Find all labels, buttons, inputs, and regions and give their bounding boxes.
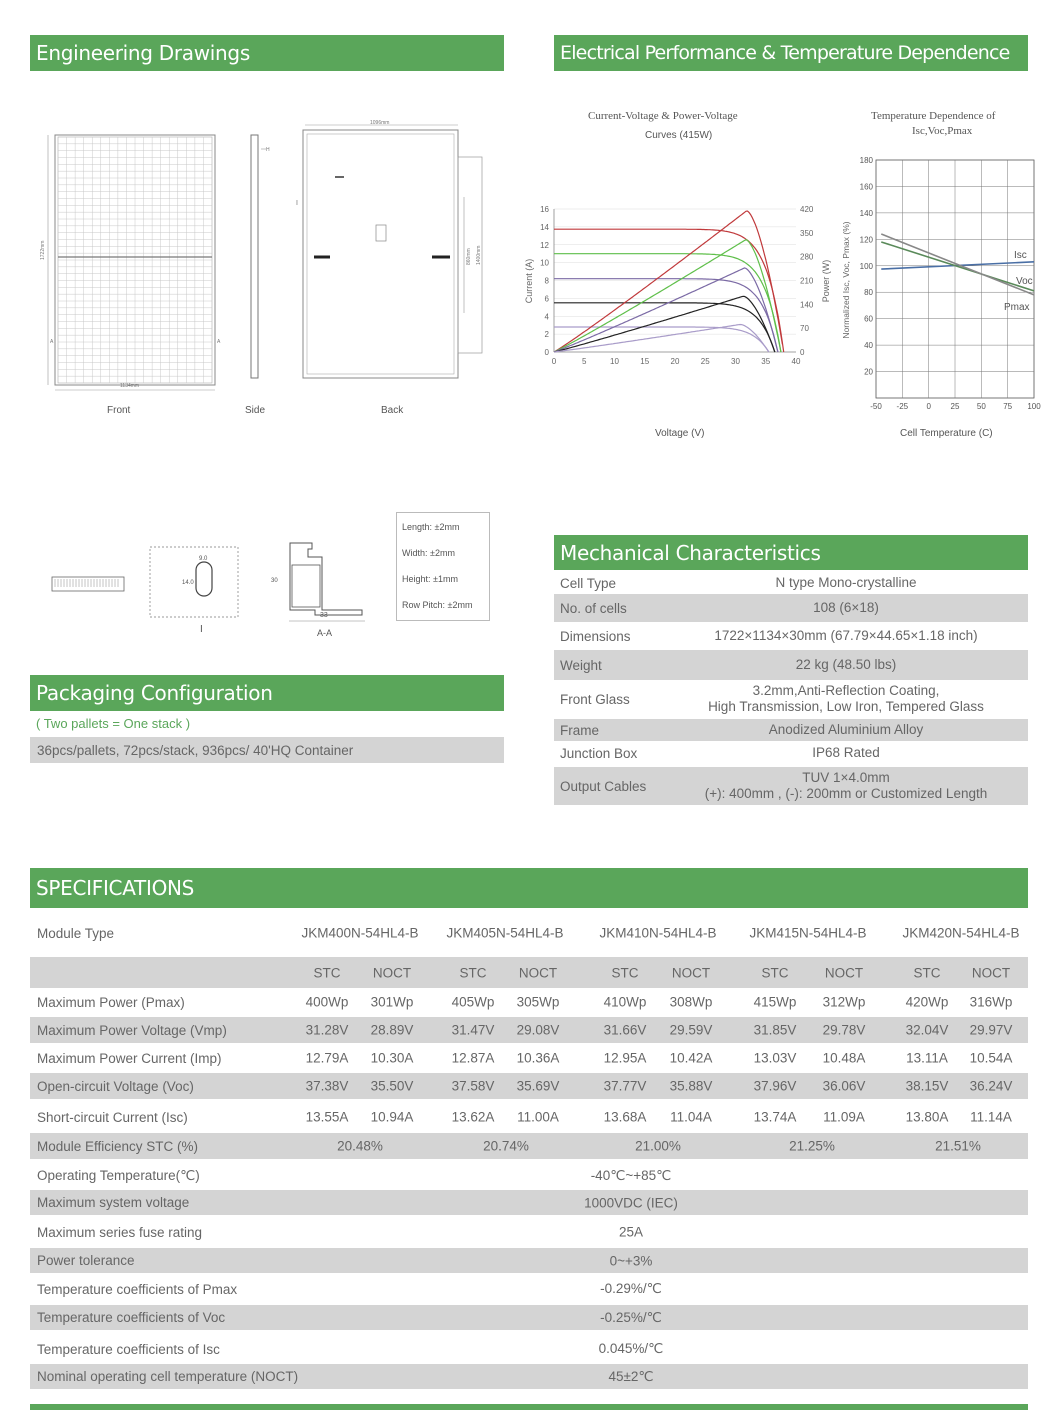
iv-x-tick: 5: [582, 357, 587, 366]
tolerance-length: Length: ±2mm: [402, 522, 460, 532]
iv-x-tick: 20: [670, 357, 680, 366]
iv-y-axis-label: Current (A): [524, 258, 534, 304]
spec-cell-value: 11.00A: [517, 1109, 559, 1125]
spec-cell-value: 305Wp: [516, 994, 560, 1010]
iv-y-tick: 6: [544, 294, 549, 304]
noct-col-header: NOCT: [824, 965, 864, 980]
module-type-label: Module Type: [37, 925, 115, 941]
spec-cell-value: 31.66V: [603, 1022, 647, 1038]
packaging-header: Packaging Configuration: [30, 675, 504, 711]
spec-cell-value: 11.14A: [970, 1109, 1012, 1125]
mech-label: Frame: [560, 722, 600, 738]
iv-y2-tick: 210: [800, 276, 814, 286]
dim-1722-label: 1722mm: [40, 240, 46, 260]
spec-cell-value: 35.50V: [370, 1078, 414, 1094]
spec-cell-value: 31.47V: [451, 1022, 495, 1038]
spec-row-label: Power tolerance: [37, 1253, 135, 1268]
temp-x-tick: 25: [950, 402, 960, 411]
mech-value: [694, 770, 1028, 802]
iv-y2-tick: 350: [800, 228, 814, 238]
spec-common-row: [30, 1162, 1028, 1190]
tolerance-height: Height: ±1mm: [402, 574, 458, 584]
iv-y-tick: 0: [544, 348, 549, 357]
spec-cell-value: 37.77V: [603, 1078, 647, 1094]
iv-chart-title-2: Curves (415W): [645, 130, 713, 141]
dim-860-label: 860mm: [466, 248, 472, 265]
spec-cell-value: 37.58V: [451, 1078, 495, 1094]
mech-row-dimensions: [554, 622, 1028, 650]
iv-curve-chart: [520, 195, 831, 380]
iv-curve: [554, 279, 778, 352]
spec-common-value: 0.045%/℃: [598, 1341, 664, 1356]
spec-cell-value: 13.68A: [603, 1109, 647, 1125]
mech-value: [694, 683, 1028, 715]
spec-common-row: [30, 1364, 1028, 1389]
stc-col-header: STC: [459, 965, 487, 980]
packaging-detail: 36pcs/pallets, 72pcs/stack, 936pcs/ 40'HQ Container: [37, 743, 354, 758]
mech-label: Weight: [560, 657, 602, 673]
spec-common-value: 45±2℃: [608, 1368, 654, 1384]
spec-common-value: 25A: [618, 1224, 644, 1240]
spec-cell-value: 420Wp: [905, 994, 949, 1010]
spec-cell-value: 35.88V: [669, 1078, 713, 1094]
tolerance-row-pitch: Row Pitch: ±2mm: [402, 600, 473, 610]
spec-data-row: [30, 1073, 1028, 1099]
tolerance-width: Width: ±2mm: [402, 548, 455, 558]
iv-y2-axis-label: Power (W): [821, 259, 831, 303]
temp-y-axis-label: Normalized Isc, Voc, Pmax (%): [841, 221, 851, 339]
iv-y2-tick: 420: [800, 205, 814, 214]
side-view-drawing: [251, 135, 266, 378]
iv-x-tick: 15: [640, 357, 650, 366]
mech-value: N type Mono-crystalline: [775, 575, 917, 590]
spec-cell-value: 31.85V: [753, 1022, 797, 1038]
back-view-drawing: [303, 125, 482, 378]
spec-cell-value: 13.03V: [753, 1050, 797, 1066]
spec-cell-value: 10.48A: [822, 1050, 866, 1066]
model-name: JKM415N-54HL4-B: [749, 925, 867, 941]
mech-row-cells: [554, 594, 1028, 622]
iv-y2-tick: 280: [800, 252, 814, 262]
dim-9-label: 9.0: [199, 556, 208, 562]
spec-row-label: Operating Temperature(℃): [37, 1168, 200, 1183]
spec-common-value: 1000VDC (IEC): [584, 1195, 678, 1210]
spec-cell-value: 28.89V: [370, 1022, 414, 1038]
temp-x-tick: 75: [1003, 402, 1013, 411]
spec-module-type-row: [30, 919, 1028, 947]
spec-cell-value: 10.54A: [969, 1050, 1013, 1066]
temp-y-tick: 60: [864, 314, 873, 324]
temp-chart-title-1: Temperature Dependence of: [871, 110, 996, 122]
bottom-green-rule: [30, 1404, 1028, 1410]
iv-x-tick: 35: [761, 357, 771, 366]
temp-series-line: [881, 262, 1034, 269]
mech-label: No. of cells: [560, 600, 627, 616]
specifications-header: SPECIFICATIONS: [30, 868, 1028, 908]
iv-y-tick: 4: [544, 312, 549, 322]
section-aa-label: A-A: [317, 628, 333, 638]
iv-y-tick: 14: [540, 222, 549, 232]
spec-cell-value: 12.79A: [305, 1050, 349, 1066]
spec-cell-value: 37.38V: [305, 1078, 349, 1094]
temp-y-tick: 120: [859, 235, 873, 245]
pv-curve: [554, 325, 769, 353]
mechanical-header: Mechanical Characteristics: [554, 535, 1028, 570]
spec-data-row: [30, 1103, 1028, 1131]
front-mark-a-left: A: [50, 339, 54, 345]
dim-1134-label: 1134mm: [120, 383, 140, 389]
spec-cell-value: 29.08V: [516, 1022, 560, 1038]
section-i-label: I: [200, 624, 203, 635]
mech-label: Dimensions: [560, 628, 631, 644]
spec-row-label: Temperature coefficients of Voc: [37, 1310, 226, 1325]
mech-value: IP68 Rated: [812, 745, 880, 760]
mech-value-line1: 3.2mm,Anti-Reflection Coating,: [752, 683, 940, 698]
temp-x-tick: 50: [976, 402, 986, 411]
spec-cell-value: 301Wp: [370, 994, 414, 1010]
spec-row-label: Maximum series fuse rating: [37, 1224, 203, 1240]
mech-value: Anodized Aluminium Alloy: [768, 722, 924, 737]
back-mark-i: I: [296, 200, 298, 207]
side-mark-h: H: [266, 147, 270, 153]
dim-1400-label: 1400mm: [476, 245, 482, 265]
spec-cell-value: 13.80A: [905, 1109, 949, 1125]
iv-y-tick: 12: [540, 240, 549, 250]
front-mark-a-right: A: [217, 339, 221, 345]
spec-row-label: Maximum Power Current (Imp): [37, 1050, 222, 1066]
spec-data-row: [30, 1017, 1028, 1043]
noct-col-header: NOCT: [671, 965, 711, 980]
efficiency-value: 21.51%: [935, 1138, 981, 1154]
spec-cell-value: 400Wp: [305, 994, 349, 1010]
spec-common-row: [30, 1190, 1028, 1215]
spec-cell-value: 37.96V: [753, 1078, 797, 1094]
mech-row-output-cables: [554, 767, 1028, 805]
model-name: JKM420N-54HL4-B: [902, 925, 1020, 941]
mech-row-weight: [554, 650, 1028, 680]
spec-cell-value: 308Wp: [669, 994, 713, 1010]
spec-stc-noct-header: [30, 957, 1028, 988]
spec-cell-value: 12.87A: [451, 1050, 495, 1066]
spec-cell-value: 405Wp: [451, 994, 495, 1010]
dim-33-label: 33: [320, 612, 328, 619]
spec-row-label: Open-circuit Voltage (Voc): [37, 1078, 194, 1094]
iv-x-tick: 40: [791, 357, 801, 366]
temp-y-tick: 40: [864, 341, 873, 351]
efficiency-value: 20.48%: [337, 1138, 383, 1154]
temperature-chart: [836, 150, 1050, 420]
spec-cell-value: 12.95A: [603, 1050, 647, 1066]
stc-col-header: STC: [761, 965, 789, 980]
spec-row-label: Module Efficiency STC (%): [37, 1138, 199, 1154]
temp-y-tick: 180: [859, 156, 873, 165]
temp-x-axis-label: Cell Temperature (C): [900, 428, 993, 439]
temp-x-tick: 100: [1027, 402, 1041, 411]
spec-cell-value: 10.30A: [370, 1050, 414, 1066]
temp-y-tick: 20: [864, 367, 873, 377]
spec-row-label: Nominal operating cell temperature (NOCT): [37, 1369, 299, 1384]
spec-row-label: Temperature coefficients of Isc: [37, 1341, 220, 1357]
spec-common-row: [30, 1305, 1028, 1330]
mech-label: Cell Type: [560, 575, 617, 591]
iv-y2-tick: 0: [800, 348, 805, 357]
temp-series-label: Isc: [1014, 250, 1027, 261]
iv-x-tick: 30: [731, 357, 740, 366]
iv-x-tick: 10: [610, 357, 619, 366]
mech-row-junction-box: [554, 741, 1028, 765]
spec-cell-value: 312Wp: [822, 994, 866, 1010]
mech-row-cell-type: [554, 572, 1028, 594]
mech-label: Junction Box: [560, 745, 638, 761]
spec-cell-value: 38.15V: [905, 1078, 949, 1094]
temp-series-line: [881, 234, 1034, 295]
spec-cell-value: 11.04A: [670, 1109, 712, 1125]
spec-common-row: [30, 1218, 1028, 1246]
spec-cell-value: 36.06V: [822, 1078, 866, 1094]
model-name: JKM410N-54HL4-B: [599, 925, 717, 941]
spec-common-value: -0.29%/℃: [600, 1281, 662, 1296]
spec-common-value: -0.25%/℃: [600, 1309, 662, 1325]
spec-row-label: Maximum system voltage: [37, 1195, 190, 1210]
spec-cell-value: 316Wp: [969, 994, 1013, 1010]
mech-value-line1: TUV 1×4.0mm: [802, 770, 890, 785]
temp-y-tick: 160: [859, 182, 873, 192]
spec-cell-value: 10.36A: [516, 1050, 560, 1066]
spec-cell-value: 11.09A: [823, 1109, 865, 1125]
temp-series-line: [881, 242, 1034, 291]
mech-label: Output Cables: [560, 778, 647, 794]
iv-x-tick: 25: [700, 357, 710, 366]
dim-14-label: 14.0: [182, 580, 194, 586]
temp-series-label: Pmax: [1004, 302, 1030, 313]
mech-value: 1722×1134×30mm (67.79×44.65×1.18 inch): [714, 628, 978, 643]
spec-data-row: [30, 1045, 1028, 1071]
temp-series-label: Voc: [1016, 276, 1033, 287]
mech-value-line2: (+): 400mm , (-): 200mm or Customized Length: [704, 786, 988, 801]
spec-row-label: Temperature coefficients of Pmax: [37, 1281, 238, 1297]
mech-label: Front Glass: [560, 691, 630, 707]
spec-common-value: -40℃~+85℃: [590, 1168, 672, 1183]
iv-y-tick: 16: [540, 205, 549, 214]
spec-cell-value: 13.62A: [451, 1109, 495, 1125]
temp-chart-title-2: Isc,Voc,Pmax: [912, 125, 973, 137]
iv-chart-title-1: Current-Voltage & Power-Voltage: [588, 110, 738, 122]
spec-common-value: 0~+3%: [609, 1253, 653, 1268]
spec-cell-value: 13.74A: [753, 1109, 797, 1125]
efficiency-value: 21.00%: [635, 1138, 681, 1154]
engineering-drawings-header: Engineering Drawings: [30, 35, 504, 71]
spec-row-label: Maximum Power (Pmax): [37, 994, 185, 1010]
iv-y2-tick: 70: [800, 324, 809, 334]
back-label: Back: [381, 405, 404, 416]
mech-row-front-glass: [554, 680, 1028, 718]
spec-common-row: [30, 1335, 1028, 1363]
spec-cell-value: 10.94A: [370, 1109, 414, 1125]
mech-value: 108 (6×18): [813, 600, 879, 615]
spec-cell-value: 32.04V: [905, 1022, 949, 1038]
spec-cell-value: 13.11A: [906, 1050, 948, 1066]
temp-x-tick: -50: [870, 402, 882, 411]
spec-cell-value: 29.97V: [969, 1022, 1013, 1038]
front-view-drawing: [48, 135, 215, 390]
spec-cell-value: 410Wp: [603, 994, 647, 1010]
noct-col-header: NOCT: [372, 965, 412, 980]
packaging-note: ( Two pallets = One stack ): [36, 716, 191, 731]
electrical-performance-header: Electrical Performance & Temperature Dependence: [554, 35, 1028, 71]
iv-y-tick: 2: [544, 330, 549, 340]
spec-cell-value: 29.59V: [669, 1022, 713, 1038]
mech-value-line2: High Transmission, Low Iron, Tempered Glass: [708, 699, 984, 714]
mech-row-frame: [554, 719, 1028, 741]
spec-row-label: Maximum Power Voltage (Vmp): [37, 1022, 227, 1038]
model-name: JKM405N-54HL4-B: [446, 925, 564, 941]
pv-curve: [554, 211, 782, 352]
stc-col-header: STC: [913, 965, 941, 980]
engineering-drawing: [30, 115, 510, 425]
side-label: Side: [245, 405, 266, 416]
iv-x-tick: 0: [551, 357, 557, 366]
temp-x-tick: 0: [926, 402, 931, 411]
iv-y-tick: 8: [544, 276, 549, 286]
front-label: Front: [107, 405, 131, 416]
spec-efficiency-row: [30, 1133, 1028, 1159]
temp-x-tick: -25: [896, 402, 909, 411]
spec-row-label: Short-circuit Current (Isc): [37, 1109, 188, 1125]
efficiency-value: 20.74%: [483, 1138, 529, 1154]
stc-col-header: STC: [611, 965, 639, 980]
spec-cell-value: 13.55A: [305, 1109, 349, 1125]
mech-value: 22 kg (48.50 lbs): [795, 657, 897, 672]
temp-y-tick: 80: [864, 288, 873, 298]
temp-y-tick: 140: [859, 208, 873, 218]
efficiency-value: 21.25%: [789, 1138, 835, 1154]
noct-col-header: NOCT: [518, 965, 558, 980]
iv-y2-tick: 140: [800, 300, 814, 310]
iv-y-tick: 10: [540, 258, 549, 268]
spec-cell-value: 35.69V: [516, 1078, 560, 1094]
stc-col-header: STC: [313, 965, 341, 980]
spec-cell-value: 29.78V: [822, 1022, 866, 1038]
dim-1096-label: 1096mm: [370, 120, 390, 126]
spec-common-row: [30, 1248, 1028, 1273]
spec-data-row: [30, 989, 1028, 1015]
spec-cell-value: 31.28V: [305, 1022, 349, 1038]
dim-30-label: 30: [271, 578, 278, 584]
spec-cell-value: 36.24V: [969, 1078, 1013, 1094]
temp-y-tick: 100: [859, 261, 873, 271]
model-name: JKM400N-54HL4-B: [301, 925, 419, 941]
iv-x-axis-label: Voltage (V): [655, 428, 705, 439]
spec-common-row: [30, 1275, 1028, 1303]
spec-cell-value: 415Wp: [753, 994, 797, 1010]
spec-cell-value: 10.42A: [669, 1050, 713, 1066]
noct-col-header: NOCT: [971, 965, 1011, 980]
